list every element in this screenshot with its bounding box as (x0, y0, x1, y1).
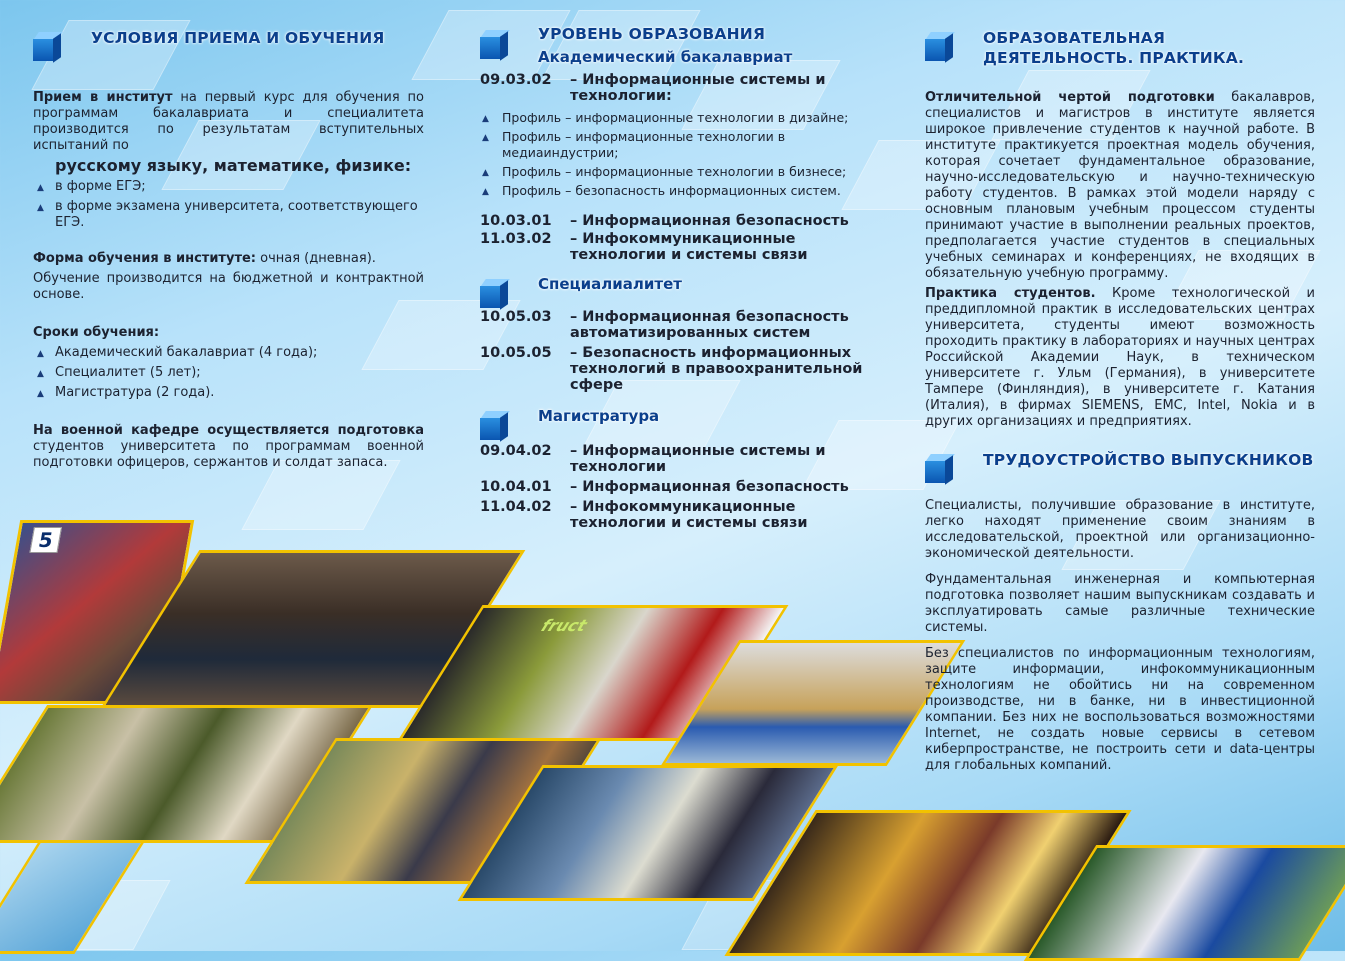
cube-icon (925, 454, 955, 484)
cube-icon (33, 32, 63, 62)
list-item: ▲ в форме экзамена университета, соответствующего ЕГЭ. (37, 199, 418, 230)
specialist-title: Специалиалитет (538, 275, 682, 293)
master-header (480, 407, 870, 441)
entrance-exams: русскому языку, математике, физике: (55, 156, 412, 175)
list-item: ▲ Профиль – безопасность информационных систем. (482, 183, 841, 198)
number-sign: 5 (29, 527, 62, 553)
jobs-title: ТРУДОУСТРОЙСТВО ВЫПУСКНИКОВ (983, 451, 1314, 469)
practice-header (925, 29, 1315, 68)
jobs-paragraph-3: Без специалистов по информационным технологиям, защите информации, инфокоммуникационным технологиям не обойтись ни на современном производстве, ни в банке, ни в инвестиционной компании. Без них не воспользоваться возможностями Internet, не создать новые сервисы в сетевом киберпространстве, не построить сети и data-центры для глобальных компаний. (925, 646, 1315, 773)
triangle-bullet-icon: ▲ (37, 349, 44, 359)
program-row: 10.05.05 – Безопасность информационных технологий в правоохранительной сфере (480, 345, 863, 393)
practice-paragraph-1: Отличительной чертой подготовки бакалавров, специалистов и магистров в институте является широкое привлечение студентов к научной работе. В институте практикуется проектная модель обучения, которая сочетает фундаментальное образование, научно-исследовательскую и научно-техническую работу студентов. В рамках этой модели наряду с основным плановым учебным процессом студенты принимают участие в выполнении реальных проектов, предполагается участие студентов в специальных учебных семинарах и конференциях, не входящих в обязательную учебную программу. (925, 90, 1315, 281)
funding-basis: Обучение производится на бюджетной и контрактной основе. (33, 271, 424, 302)
triangle-bullet-icon: ▲ (37, 389, 44, 399)
cube-icon (480, 279, 510, 309)
admission-column (33, 0, 424, 471)
cube-icon (480, 30, 510, 60)
practice-paragraph-2: Практика студентов. Кроме технологической и преддипломной практик в исследовательских центрах университета, студенты имеют возможность проходить практику в лабораториях и научных центрах Российской Академии Наук, в техническом университете г. Ульм (Германия), в университете Тампере (Финляндия), в университете г. Катания (Италия), в фирмах SIEMENS, EMC, Intel, Nokia и в других организациях и предприятиях. (925, 286, 1315, 429)
program-row: 10.04.01 – Информационная безопасность (480, 479, 849, 495)
triangle-bullet-icon: ▲ (482, 187, 489, 197)
list-item: ▲ Академический бакалавриат (4 года); (37, 345, 318, 360)
jobs-paragraph-2: Фундаментальная инженерная и компьютерная подготовка позволяет нашим выпускникам создавать и эксплуатировать самые различные технические системы. (925, 572, 1315, 635)
program-row: 10.03.01 – Информационная безопасность (480, 213, 849, 229)
education-title: УРОВЕНЬ ОБРАЗОВАНИЯ (538, 25, 766, 43)
specialist-header (480, 275, 870, 309)
study-form: Форма обучения в институте: очная (дневная). (33, 251, 376, 266)
triangle-bullet-icon: ▲ (482, 114, 489, 124)
admission-title: УСЛОВИЯ ПРИЕМА И ОБУЧЕНИЯ (91, 29, 385, 47)
military-department: На военной кафедре осуществляется подготовка студентов университета по программам военной подготовки офицеров, сержантов и солдат запаса. (33, 423, 424, 470)
cube-icon (480, 411, 510, 441)
list-item: ▲ Профиль – информационные технологии в бизнесе; (482, 164, 847, 179)
program-row: 10.05.03 – Информационная безопасность автоматизированных систем (480, 309, 849, 341)
list-item: ▲ Профиль – информационные технологии в дизайне; (482, 110, 849, 125)
program-row: 09.04.02 – Информационные системы и технологии (480, 443, 826, 475)
program-row: 11.04.02 – Инфокоммуникационные технологии и системы связи (480, 499, 808, 531)
admission-header (33, 29, 424, 62)
program-row: 09.03.02 – Информационные системы и технологии: (480, 72, 826, 104)
program-row: 11.03.02 – Инфокоммуникационные технологии и системы связи (480, 231, 808, 263)
education-header (480, 25, 870, 66)
list-item: ▲ Профиль – информационные технологии в медиаиндустрии; (482, 129, 786, 160)
jobs-paragraph-1: Специалисты, получившие образование в институте, легко находят применение своим знаниям в исследовательской, проектной или организационно-экономической деятельности. (925, 498, 1315, 561)
triangle-bullet-icon: ▲ (37, 183, 44, 193)
admission-intro: Прием в институт на первый курс для обучения по программам бакалавриата и специалитета производится по результатам вступительных испытаний по (33, 90, 424, 153)
cube-icon (925, 32, 955, 62)
list-item: ▲ Магистратура (2 года). (37, 385, 215, 400)
list-item: ▲ Специалитет (5 лет); (37, 365, 201, 380)
bachelor-title: Академический бакалавриат (538, 48, 793, 66)
fruct-logo: fruct (536, 616, 592, 635)
triangle-bullet-icon: ▲ (37, 369, 44, 379)
triangle-bullet-icon: ▲ (482, 133, 489, 143)
practice-column (925, 0, 1315, 774)
education-levels-column (480, 0, 870, 531)
triangle-bullet-icon: ▲ (37, 203, 44, 213)
master-title: Магистратура (538, 407, 660, 425)
jobs-header (925, 451, 1315, 484)
practice-title: ОБРАЗОВАТЕЛЬНАЯ ДЕЯТЕЛЬНОСТЬ. ПРАКТИКА. (983, 29, 1245, 67)
triangle-bullet-icon: ▲ (482, 168, 489, 178)
list-item: ▲ в форме ЕГЭ; (37, 179, 146, 194)
terms-title: Сроки обучения: (33, 325, 160, 340)
